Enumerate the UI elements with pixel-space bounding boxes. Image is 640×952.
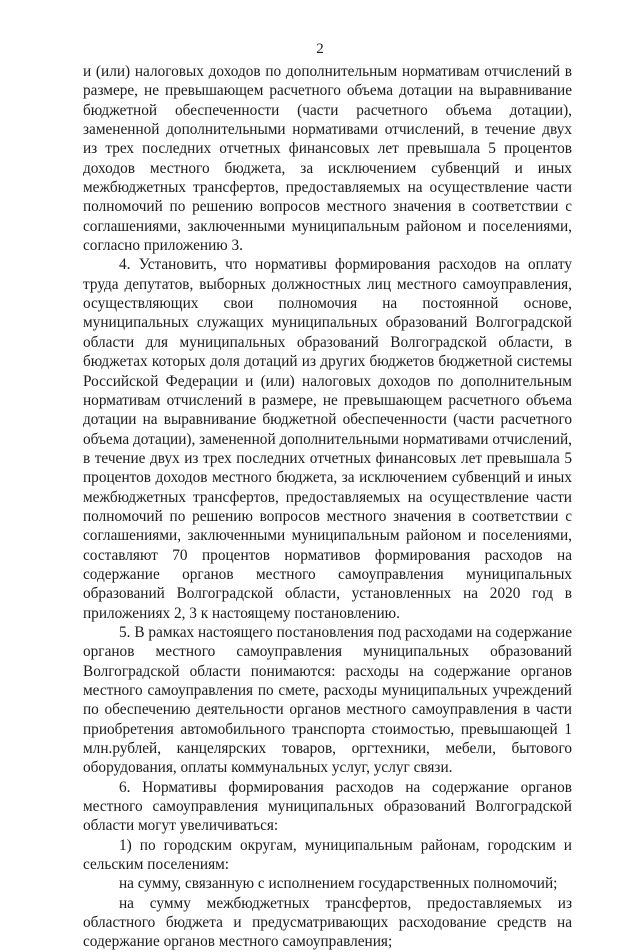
paragraph-item-4: 4. Установить, что нормативы формирования расходов на оплату труда депутатов, выборных должностных лиц местного самоуправления, осуществляющих свои полномочия на постоянной основе, муниципальных служащих муниципальных образований Волгоградской области для муниципальных образований Волгоградской области, в бюджетах которых доля дотаций из других бюджетов бюджетной системы Российской Федерации и (или) налоговых доходов по дополнительным нормативам отчислений в размере, не превышающем расчетного объема дотации на выравнивание бюджетной обеспеченности (части расчетного объема дотации), замененной дополнительными нормативами отчислений, в течение двух из трех последних отчетных финансовых лет превышала 5 процентов доходов местного бюджета, за исключением субвенций и иных межбюджетных трансфертов, предоставляемых на осуществление части полномочий по решению вопросов местного значения в соответствии с соглашениями, заключенными муниципальным районом и поселениями, составляют 70 процентов нормативов формирования расходов на содержание органов местного самоуправления муниципальных образований Волгоградской области, установленных на 2020 год в приложениях 2, 3 к настоящему постановлению. bbox=[83, 256, 572, 622]
paragraph-subitem-1-clause-a: на сумму, связанную с исполнением государственных полномочий; bbox=[119, 875, 558, 893]
paragraph-item-6: 6. Нормативы формирования расходов на содержание органов местного самоуправления муниципальных образований Волгоградской области могут увеличиваться: bbox=[83, 778, 572, 835]
paragraph-item-5: 5. В рамках настоящего постановления под расходами на содержание органов местного самоуправления муниципальных образований Волгоградской области понимаются: расходы на содержание органов местного самоуправления по смете, расходы муниципальных учреждений по обеспечению деятельности органов местного самоуправления в части приобретения автомобильного транспорта стоимостью, превышающей 1 млн.рублей, канцелярских товаров, оргтехники, мебели, бытового оборудования, оплаты коммунальных услуг, услуг связи. bbox=[83, 623, 572, 777]
paragraph-continuation: и (или) налоговых доходов по дополнительным нормативам отчислений в размере, не превышающем расчетного объема дотации на выравнивание бюджетной обеспеченности (части расчетного объема дотации), замененной дополнительными нормативами отчислений, в течение двух из трех последних отчетных финансовых лет превышала 5 процентов доходов местного бюджета, за исключением субвенций и иных межбюджетных трансфертов, предоставляемых на осуществление части полномочий по решению вопросов местного значения в соответствии с соглашениями, заключенными муниципальным районом и поселениями, согласно приложению 3. bbox=[83, 63, 572, 255]
paragraph-subitem-1-clause-b: на сумму межбюджетных трансфертов, предоставляемых из областного бюджета и предусматривающих расходование средств на содержание органов местного самоуправления; bbox=[83, 894, 572, 951]
document-body bbox=[83, 62, 572, 952]
paragraph-subitem-1: 1) по городским округам, муниципальным районам, городским и сельским поселениям: bbox=[83, 836, 572, 874]
page-number: 2 bbox=[316, 41, 324, 57]
